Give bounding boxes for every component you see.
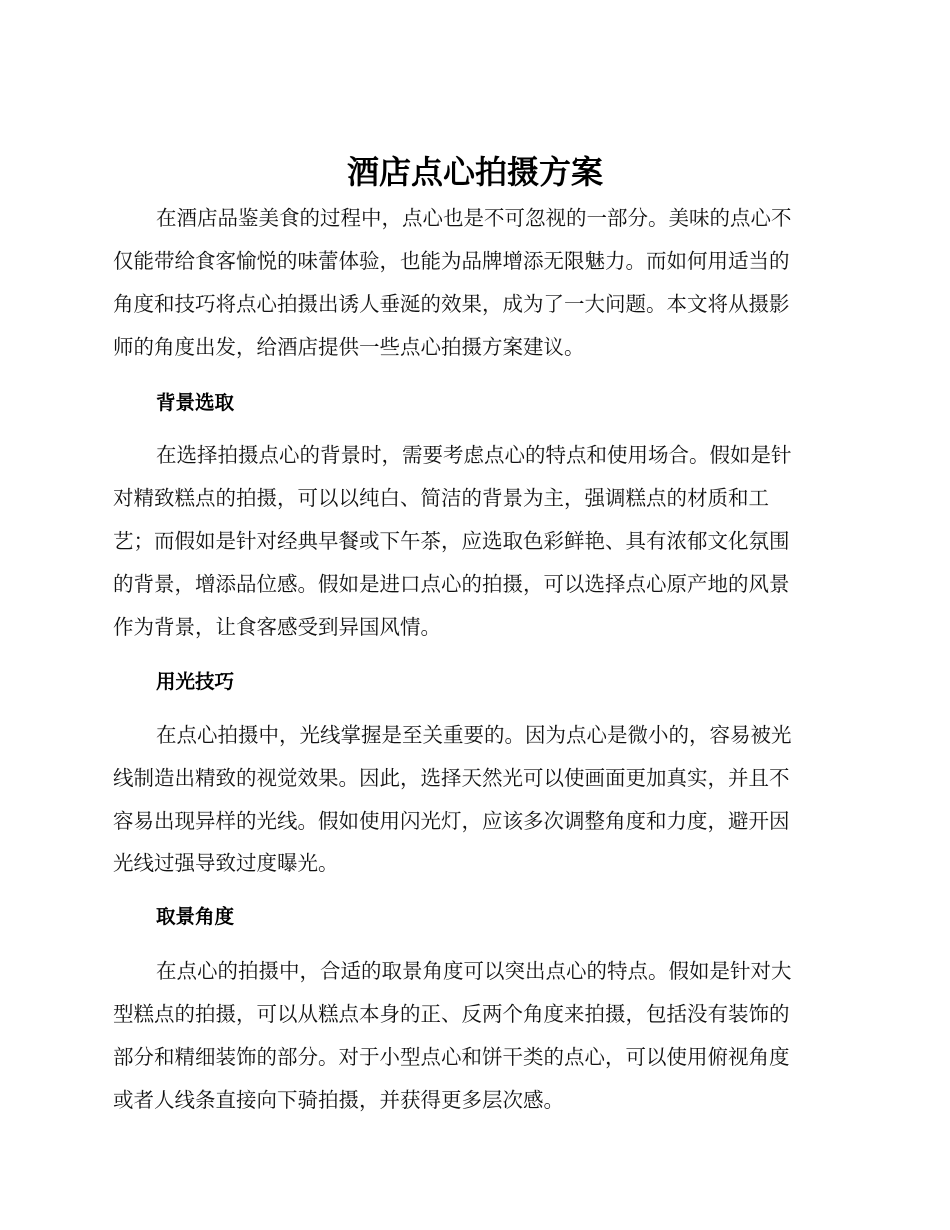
intro-line: 师的角度出发，给酒店提供一些点心拍摄方案建议。 [113,335,585,359]
paragraph-line: 型糕点的拍摄，可以从糕点本身的正、反两个角度来拍摄，包括没有装饰的 [113,1002,790,1026]
paragraph-line: 的背景，增添品位感。假如是进口点心的拍摄，可以选择点心原产地的风景 [113,572,790,596]
document-title: 酒店点心拍摄方案 [346,153,603,191]
paragraph-line: 在点心拍摄中，光线掌握是至关重要的。因为点心是微小的，容易被光 [156,723,792,747]
section-heading: 用光技巧 [156,670,235,693]
intro-line: 角度和技巧将点心拍摄出诱人垂涎的效果，成为了一大问题。本文将从摄影 [113,292,790,316]
paragraph-line: 光线过强导致过度曝光。 [113,851,339,875]
section-heading: 取景角度 [156,905,235,928]
paragraph-line: 或者人线条直接向下骑拍摄，并获得更多层次感。 [113,1088,564,1112]
paragraph-line: 作为背景，让食客感受到异国风情。 [113,615,441,639]
paragraph-line: 对精致糕点的拍摄，可以以纯白、简洁的背景为主，强调糕点的材质和工 [113,486,769,510]
paragraph-line: 容易出现异样的光线。假如使用闪光灯，应该多次调整角度和力度，避开因 [113,809,790,833]
section-heading: 背景选取 [156,391,235,414]
paragraph-line: 艺；而假如是针对经典早餐或下午茶，应选取色彩鲜艳、具有浓郁文化氛围 [113,529,790,553]
paragraph-line: 部分和精细装饰的部分。对于小型点心和饼干类的点心，可以使用俯视角度 [113,1045,790,1069]
intro-line: 仅能带给食客愉悦的味蕾体验，也能为品牌增添无限魅力。而如何用适当的 [113,249,790,273]
paragraph-line: 在选择拍摄点心的背景时，需要考虑点心的特点和使用场合。假如是针 [156,443,792,467]
paragraph-line: 线制造出精致的视觉效果。因此，选择天然光可以使画面更加真实，并且不 [113,766,790,790]
paragraph-line: 在点心的拍摄中，合适的取景角度可以突出点心的特点。假如是针对大 [156,959,792,983]
intro-line: 在酒店品鉴美食的过程中，点心也是不可忽视的一部分。美味的点心不 [156,206,792,230]
